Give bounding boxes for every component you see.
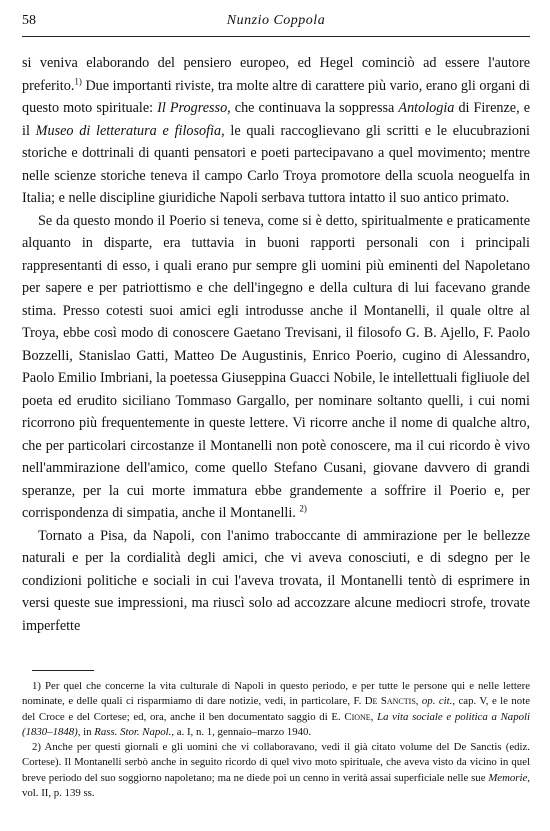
- footnote-citation: La vita sociale e politica a Napoli (1830–1848): [22, 710, 530, 738]
- page-number: 58: [22, 13, 36, 28]
- paragraph-3: [22, 525, 530, 638]
- footnote-citation: op. cit.: [421, 695, 453, 708]
- text-run: , che continuava la soppressa: [227, 100, 399, 116]
- footnotes: [22, 679, 530, 801]
- footnote-2: [22, 740, 530, 801]
- footnote-mark-1: 1): [32, 680, 41, 692]
- footnote-text: , in: [77, 725, 95, 738]
- journal-title-antologia: Antologia: [398, 100, 455, 116]
- journal-title-progresso: Il Progresso: [157, 100, 228, 116]
- footnote-text: Anche per questi giornali e gli uomini che vi collaboravano, vedi il già citato volume del De Sanctis (ediz. Cortese). Il Montanelli serbò anche in seguito ricordo di quel vivo moto spirituale, che aveva visto da vicino in quel breve periodo del suo soggiorno napoletano; ma ne diede poi un cenno in verità assai superficiale nelle sue: [22, 741, 530, 784]
- footnote-author: F. De Sanctis: [353, 695, 416, 708]
- text-run: Due importanti riviste, tra molte altre di carattere più vario, erano gli organi di questo moto spirituale:: [22, 77, 530, 116]
- footnote-text: Per quel che concerne la vita culturale di Napoli in questo periodo, e per tutte le persone qui e nelle lettere nominate, e delle quali ci risparmiamo di dare notizie, vedi, in particolare,: [22, 680, 530, 708]
- journal-title-museo: Museo di letteratura e filosofia: [35, 122, 222, 139]
- footnote-citation: Memorie: [488, 771, 528, 784]
- text-run: Tornato a Pisa, da Napoli, con l'animo traboccante di ammirazione per le bellezze naturali e per la cordialità degli amici, che vi aveva conosciuti, e di sdegno per le condizioni politiche e sociali in cui l'aveva trovata, il Montanelli tentò di esprimere in versi queste sue impressioni, ma riuscì solo ad accozzare alcune mediocri strofe, trovate imperfette: [22, 527, 530, 634]
- text-run: , le quali raccoglievano gli scritti e le elucubrazioni storiche e dottrinali di quanti pensatori e poeti partecipavano a quel movimento; mentre nelle scienze storiche teneva il campo Carlo Troya promotore della scuola neoguelfa in Italia; e nelle discipline giuridiche Napoli serbava tuttora intatto il suo antico primato.: [22, 122, 530, 206]
- footnote-text: , vol. II, p. 139 ss.: [22, 771, 530, 800]
- footnote-mark-2: 2): [32, 741, 41, 754]
- paragraph-1: [22, 52, 530, 210]
- footnote-author: E. Cione: [331, 710, 371, 723]
- footnote-text: , a. I, n. 1, gennaio–marzo 1940.: [171, 725, 312, 738]
- text-run: di Firenze, e il: [22, 100, 530, 139]
- book-page: [22, 10, 530, 801]
- footnote-text: , cap. V, e le note del Croce e del Cortese; ed, ora, anche il ben documentato saggio di: [22, 695, 530, 723]
- footnote-1: [22, 679, 530, 740]
- footnote-text: ,: [370, 710, 378, 723]
- text-run: Se da questo mondo il Poerio si teneva, come si è detto, spiritualmente e praticamente alquanto in disparte, era tuttavia in buoni rapporti personali con i principali rappresentanti di esso, i quali erano pur sempre gli uomini più eminenti del Napoletano per sapere e per patriottismo e che dell'ingegno e della cultura di lui facevano grande stima. Presso cotesti suoi amici egli introdusse anche il Montanelli, il quale oltre al Troya, ebbe così modo di conoscere Gaetano Trevisani, il filosofo G. B. Ajello, F. Paolo Bozzelli, Stanislao Gatti, Matteo De Augustinis, Enrico Poerio, cugino di Alessandro, Paolo Emilio Imbriani, la poetessa Giuseppina Guacci Nobile, le intellettuali figliuole del poeta ed erudito siciliano Tommaso Gargallo, per nominare soltanto quelli, i cui nomi ricorrono più frequentemente in queste lettere. Vi ricorre anche il nome di qualche altro, che per particolari circostanze il Montanelli non potè conoscere, ma il cui ricordo è vivo nell'ammirazione dell'amico, come quello Stefano Cusani, giovane davvero di grandi speranze, per la cui morte immatura ebbe grandemente a soffrire il Poerio e, per corrispondenza di simpatia, anche il Montanelli.: [22, 212, 530, 521]
- footnote-citation: Rass. Stor. Napol.: [94, 725, 172, 738]
- running-head: Nunzio Coppola: [226, 13, 326, 28]
- text-run: si veniva elaborando del pensiero europeo, ed Hegel cominciò ad essere l'autore preferito.: [22, 55, 530, 94]
- footnote-ref-1: 1): [74, 75, 82, 86]
- footnote-ref-2: 2): [299, 503, 307, 514]
- footnote-text: ,: [415, 695, 422, 708]
- footnote-divider: [32, 670, 94, 671]
- page-header: [22, 10, 530, 37]
- body-text: [22, 52, 530, 637]
- paragraph-2: [22, 210, 530, 525]
